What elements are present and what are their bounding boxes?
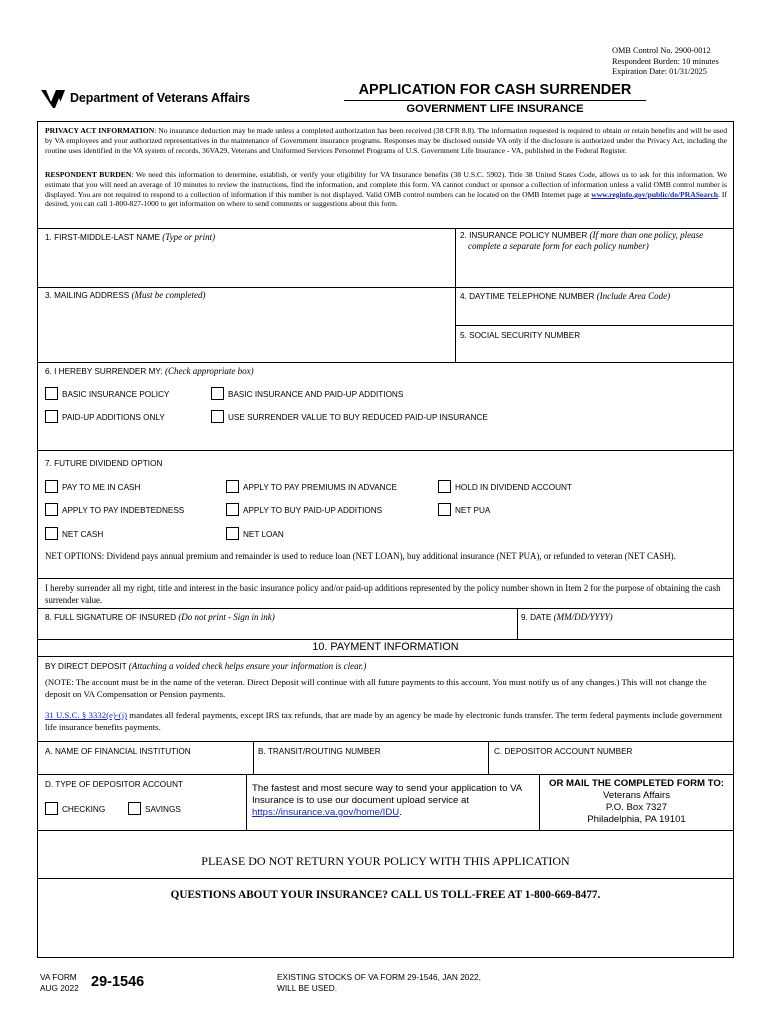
signature-field[interactable]	[40, 624, 514, 638]
questions-notice: QUESTIONS ABOUT YOUR INSURANCE? CALL US TOLL-FREE AT 1-800-669-8477.	[170, 889, 601, 901]
dividend-premiums-label: APPLY TO PAY PREMIUMS IN ADVANCE	[243, 483, 397, 492]
dividend-net-pua-checkbox[interactable]	[438, 503, 451, 516]
upload-link[interactable]: https://insurance.va.gov/home/IDU	[252, 807, 400, 818]
dividend-cash-checkbox[interactable]	[45, 480, 58, 493]
surrender-pua-only-label: PAID-UP ADDITIONS ONLY	[62, 413, 165, 422]
footer-existing-stocks: EXISTING STOCKS OF VA FORM 29-1546, JAN 2022, WILL BE USED.	[277, 972, 481, 993]
dividend-net-cash-checkbox[interactable]	[45, 527, 58, 540]
surrender-basic-label: BASIC INSURANCE POLICY	[62, 390, 170, 399]
form-title: APPLICATION FOR CASH SURRENDER	[358, 82, 632, 98]
policy-number-label: 2. INSURANCE POLICY NUMBER (If more than one policy, please complete a separate form for each policy number)	[460, 230, 704, 251]
omb-block	[612, 46, 719, 78]
va-seal-icon	[40, 88, 66, 110]
dividend-premiums-checkbox[interactable]	[226, 480, 239, 493]
signature-label: 8. FULL SIGNATURE OF INSURED (Do not print - Sign in ink)	[45, 612, 275, 622]
footer-va-form: VA FORM	[40, 972, 77, 982]
footer-form-number: 29-1546	[91, 974, 145, 990]
omb-control: OMB Control No. 2900-0012	[612, 46, 711, 55]
dividend-buy-pua-label: APPLY TO BUY PAID-UP ADDITIONS	[243, 506, 383, 515]
upload-text: The fastest and most secure way to send your application to VA Insurance is to use our document upload service at https://insurance.va.gov/home/IDU.	[252, 783, 522, 818]
mail-line-2: P.O. Box 7327	[605, 802, 668, 813]
account-number-label: C. DEPOSITOR ACCOUNT NUMBER	[494, 747, 633, 756]
policy-number-field[interactable]	[458, 254, 730, 286]
dividend-hold-checkbox[interactable]	[438, 480, 451, 493]
form-subtitle: GOVERNMENT LIFE INSURANCE	[406, 103, 584, 115]
mailing-address-field[interactable]	[40, 303, 452, 359]
telephone-field[interactable]	[458, 304, 730, 324]
mailing-address-label: 3. MAILING ADDRESS (Must be completed)	[45, 290, 206, 300]
burden-heading: RESPONDENT BURDEN	[45, 170, 132, 179]
va-logo	[40, 88, 250, 110]
dividend-net-pua-label: NET PUA	[455, 506, 491, 515]
surrender-reduced-paidup-checkbox[interactable]	[211, 410, 224, 423]
savings-label: SAVINGS	[145, 805, 181, 814]
name-field-label: 1. FIRST-MIDDLE-LAST NAME (Type or print)	[45, 232, 216, 242]
privacy-heading: PRIVACY ACT INFORMATION	[45, 126, 155, 135]
financial-institution-label: A. NAME OF FINANCIAL INSTITUTION	[45, 747, 191, 756]
surrender-label: 6. I HEREBY SURRENDER MY: (Check appropriate box)	[45, 366, 254, 376]
net-options-text: NET OPTIONS: Dividend pays annual premium and remainder is used to reduce loan (NET LOAN), buy additional insurance (NET PUA), or refunded to veteran (NET CASH).	[45, 551, 676, 561]
usc-text: 31 U.S.C. § 3332(e)-(j) mandates all federal payments, except IRS tax refunds, that are made by an agency be made by electronic funds transfer. The term federal payments include government life insurance benefits payments.	[45, 710, 723, 732]
checking-checkbox[interactable]	[45, 802, 58, 815]
mail-address-block	[539, 778, 734, 826]
savings-checkbox[interactable]	[128, 802, 141, 815]
direct-deposit-label: BY DIRECT DEPOSIT (Attaching a voided check helps ensure your information is clear.)	[45, 661, 367, 671]
dividend-hold-label: HOLD IN DIVIDEND ACCOUNT	[455, 483, 572, 492]
usc-link[interactable]: 31 U.S.C. § 3332(e)-(j)	[45, 710, 128, 720]
dividend-option-label: 7. FUTURE DIVIDEND OPTION	[45, 459, 163, 468]
mail-line-1: Veterans Affairs	[602, 790, 671, 801]
footer-date: AUG 2022	[40, 983, 79, 993]
direct-deposit-note: (NOTE: The account must be in the name of the veteran. Direct Deposit will continue with all future payments to this account. You must notify us of any changes.) This will not change the deposit on VA Compensation or Pension payments.	[45, 677, 707, 699]
financial-institution-field[interactable]	[40, 758, 250, 773]
respondent-burden-text: RESPONDENT BURDEN: We need this information to determine, establish, or verify your eligibility for VA Insurance benefits (38 U.S.C. 5902). Title 38 United States Code, allows us to ask for this information. We estimate that you will need an average of 10 minutes to review the instructions, find the information, and complete this form. VA cannot conduct or sponsor a collection of information unless a valid OMB control number is displayed. You are not required to respond to a collection of information if this number is not displayed. Valid OMB control numbers can be located on the OMB Internet page at www.reginfo.gov/public/do/PRASearch. If desired, you can call 1-800-827-1000 to get information on where to send comments or suggestions about this form.	[45, 170, 727, 209]
checking-label: CHECKING	[62, 805, 106, 814]
dividend-indebtedness-checkbox[interactable]	[45, 503, 58, 516]
payment-heading: 10. PAYMENT INFORMATION	[312, 641, 459, 653]
omb-expiration: Expiration Date: 01/31/2025	[612, 67, 707, 76]
surrender-pua-only-checkbox[interactable]	[45, 410, 58, 423]
telephone-label: 4. DAYTIME TELEPHONE NUMBER (Include Area Code)	[460, 291, 671, 301]
footer-form-id	[40, 972, 79, 994]
dividend-buy-pua-checkbox[interactable]	[226, 503, 239, 516]
ssn-field[interactable]	[458, 342, 730, 360]
dividend-cash-label: PAY TO ME IN CASH	[62, 483, 141, 492]
dividend-net-loan-checkbox[interactable]	[226, 527, 239, 540]
privacy-act-text: PRIVACY ACT INFORMATION: No insurance deduction may be made unless a completed authorization has been received (38 CFR 8.8). The information requested is required to obtain or retain benefits and will be used by VA employees and your authorized representatives in the maintenance of Government insurance programs. Responses may be disclosed outside VA only if the disclosure is authorized under the Privacy Act, including the routine uses identified in the VA system of records, 36VA29, Veterans and Uniformed Services Personnel Programs of U.S. Government Life Insurance - VA, published in the Federal Register.	[45, 126, 727, 155]
dividend-net-loan-label: NET LOAN	[243, 530, 284, 539]
ssn-label: 5. SOCIAL SECURITY NUMBER	[460, 331, 581, 340]
dividend-indebtedness-label: APPLY TO PAY INDEBTEDNESS	[62, 506, 185, 515]
pra-search-link[interactable]: www.reginfo.gov/public/do/PRASearch	[591, 189, 718, 199]
dividend-net-cash-label: NET CASH	[62, 530, 104, 539]
agency-name: Department of Veterans Affairs	[70, 91, 250, 105]
account-type-label: D. TYPE OF DEPOSITOR ACCOUNT	[45, 780, 183, 789]
mail-heading: OR MAIL THE COMPLETED FORM TO:	[549, 778, 724, 789]
no-return-notice: PLEASE DO NOT RETURN YOUR POLICY WITH THIS APPLICATION	[201, 854, 570, 868]
omb-burden: Respondent Burden: 10 minutes	[612, 56, 719, 66]
date-label: 9. DATE (MM/DD/YYYY)	[521, 612, 613, 622]
date-field[interactable]	[520, 624, 730, 638]
routing-number-field[interactable]	[256, 758, 485, 773]
mail-line-3: Philadelphia, PA 19101	[587, 814, 686, 825]
surrender-reduced-paidup-label: USE SURRENDER VALUE TO BUY REDUCED PAID-UP INSURANCE	[228, 413, 488, 422]
surrender-basic-and-pua-label: BASIC INSURANCE AND PAID-UP ADDITIONS	[228, 390, 404, 399]
account-number-field[interactable]	[491, 758, 730, 773]
surrender-basic-checkbox[interactable]	[45, 387, 58, 400]
name-field[interactable]	[40, 246, 452, 284]
surrender-basic-and-pua-checkbox[interactable]	[211, 387, 224, 400]
surrender-statement: I hereby surrender all my right, title and interest in the basic insurance policy and/or paid-up additions represented by the policy number shown in Item 2 for the purpose of obtaining the cash surrender value.	[45, 583, 721, 605]
routing-number-label: B. TRANSIT/ROUTING NUMBER	[258, 747, 381, 756]
